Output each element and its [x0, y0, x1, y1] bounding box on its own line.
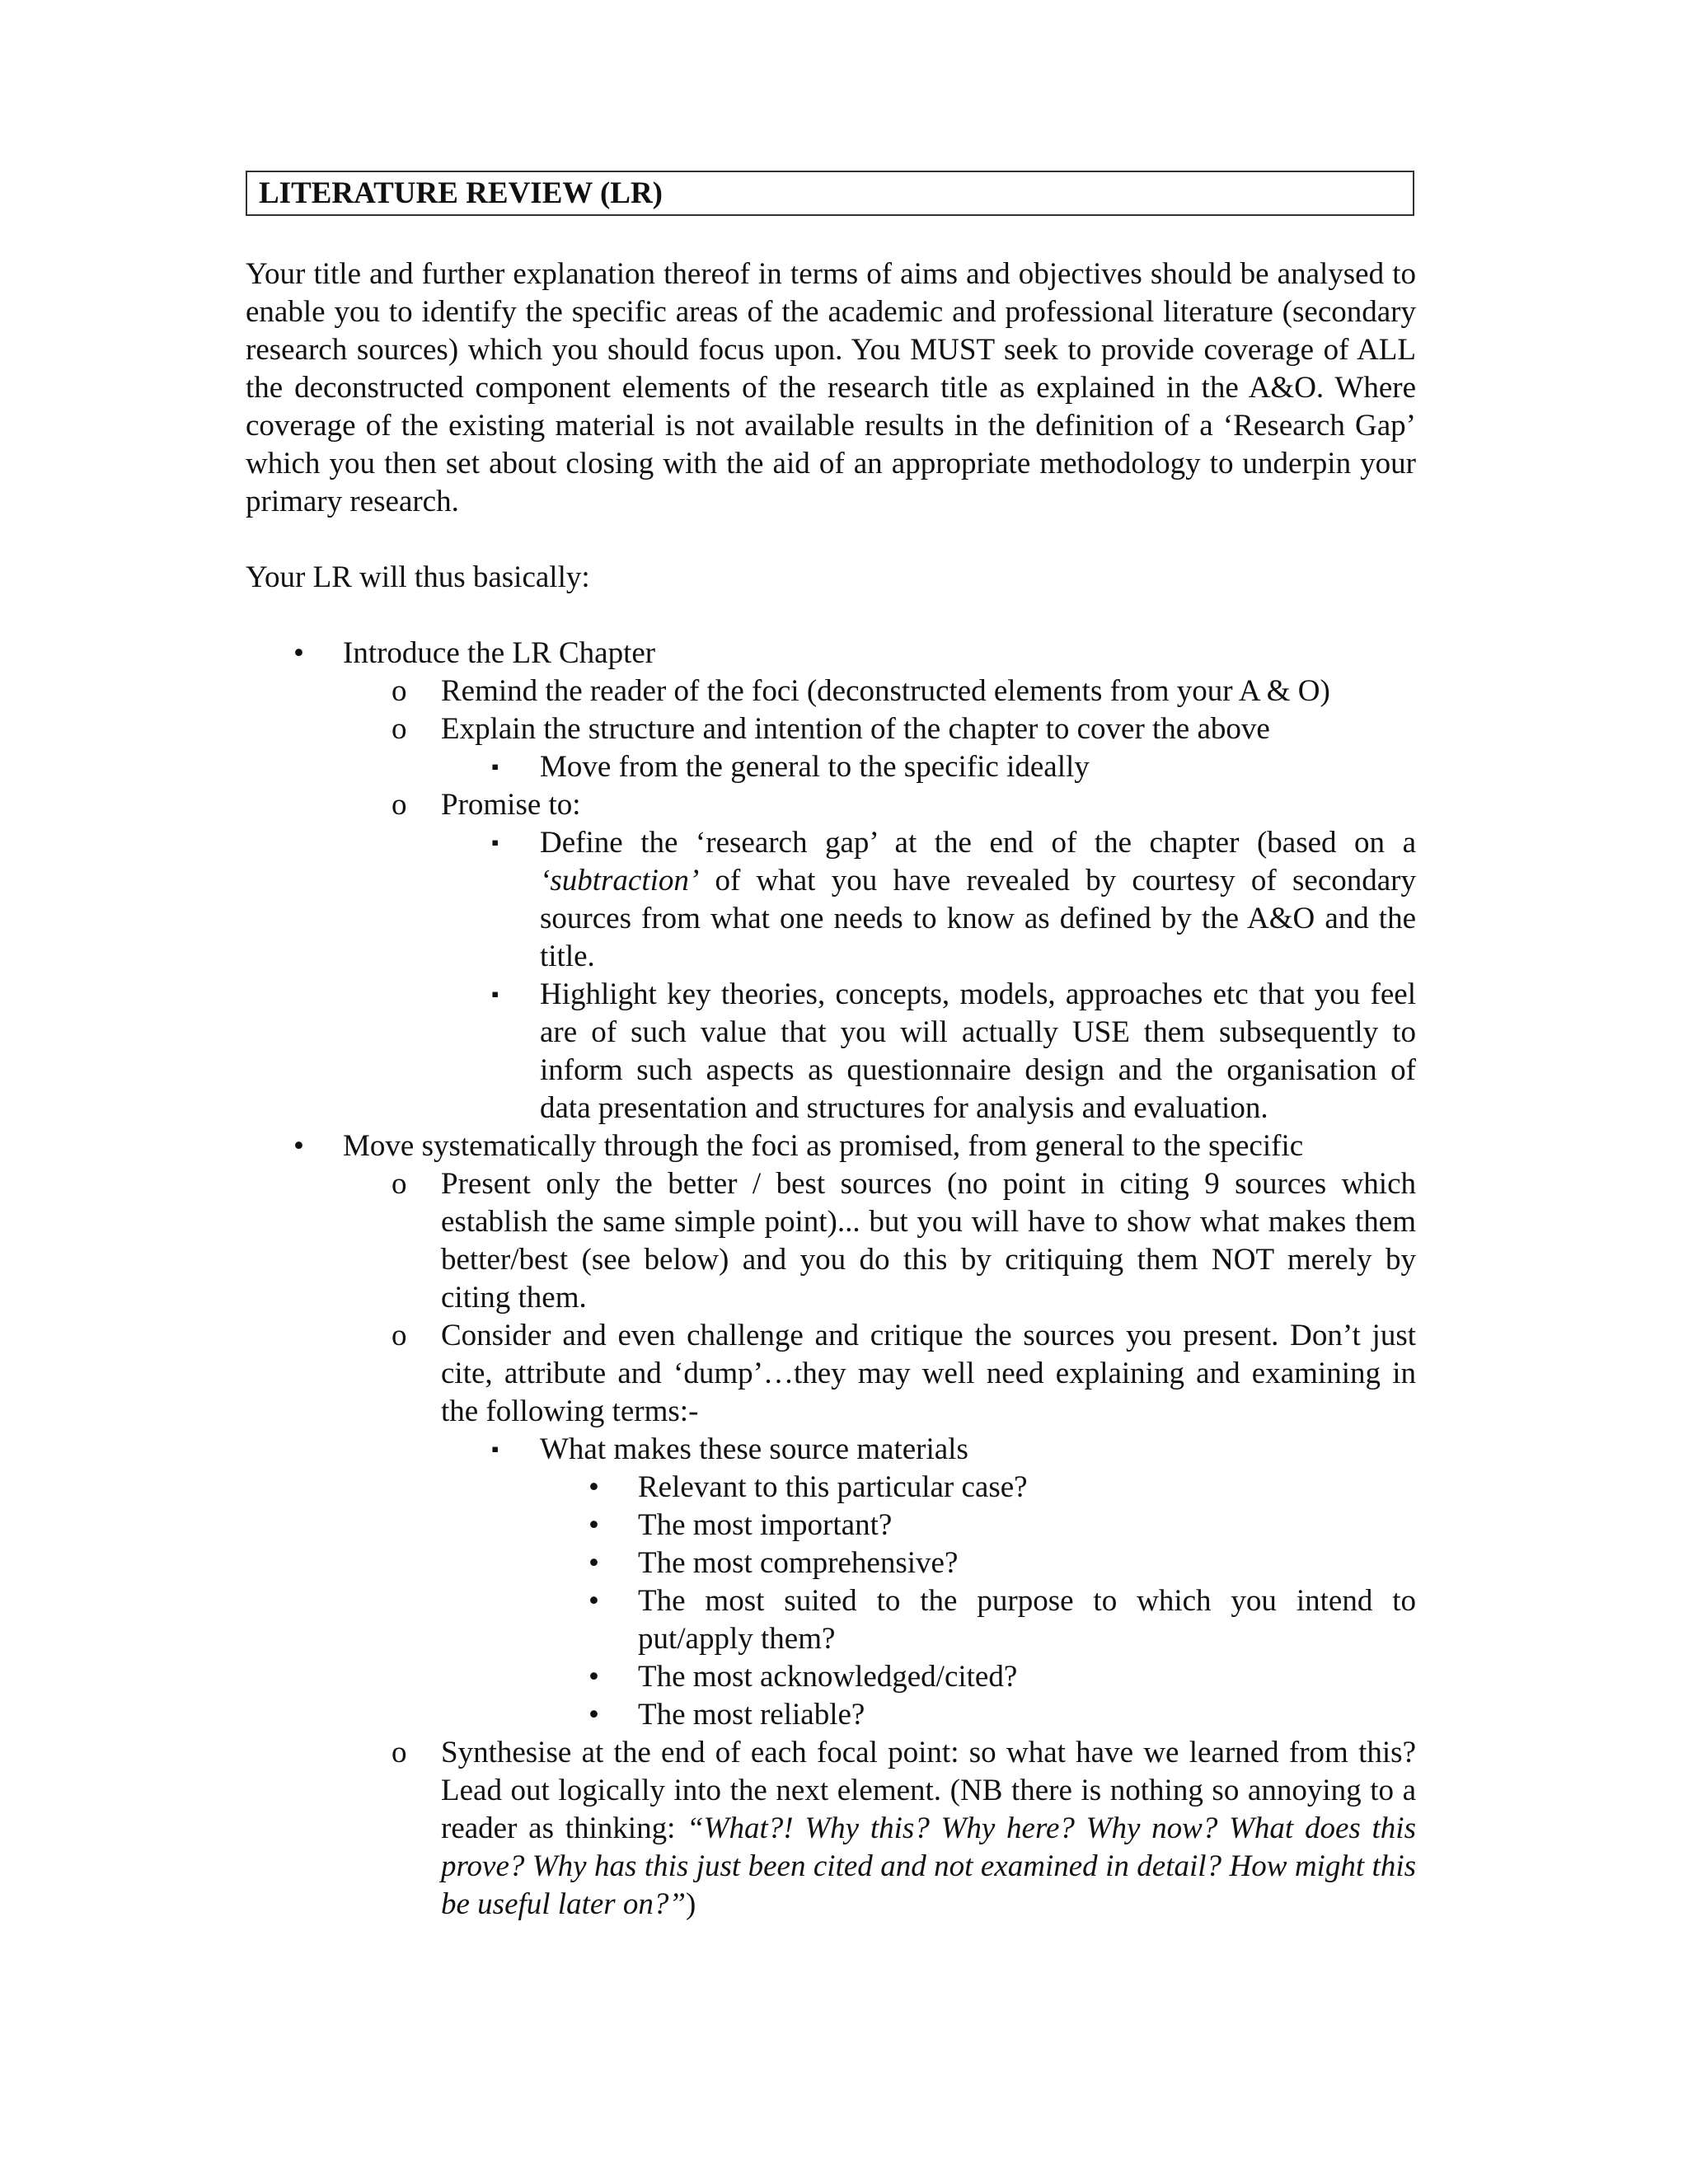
list-item-text: Present only the better / best sources (no point in citing 9 sources which establish the same simple point)... but you will have to show what makes them better/best (see below) and you do this by critiquing them NOT merely by citing them. — [441, 1167, 1416, 1315]
list-item-promise — [246, 786, 1416, 824]
bullet-marker: • — [588, 1508, 599, 1542]
list-item-synthesise — [246, 1734, 1416, 1924]
list-item-text: Move from the general to the specific ideally — [540, 750, 1090, 784]
list-item-text: Highlight key theories, concepts, models, approaches etc that you feel are of such value that you will actually USE them subsequently to inform such aspects as questionnaire design and the organisation of data presentation and structures for analysis and evaluation. — [540, 977, 1416, 1125]
circle-marker: o — [392, 712, 407, 746]
list-item-criterion — [246, 1658, 1416, 1696]
circle-marker: o — [392, 1167, 407, 1201]
list-item-text: The most suited to the purpose to which you intend to put/apply them? — [638, 1584, 1416, 1656]
square-marker: ▪ — [491, 982, 499, 1006]
document-body — [246, 255, 1416, 1924]
square-marker: ▪ — [491, 755, 499, 779]
list-item-text: The most important? — [638, 1508, 893, 1542]
list-item-present — [246, 1165, 1416, 1317]
list-item-text: Relevant to this particular case? — [638, 1470, 1028, 1504]
list-item-text: Explain the structure and intention of the chapter to cover the above — [441, 712, 1270, 746]
list-item-italic-text: ‘subtraction’ — [540, 864, 700, 898]
list-item-text-part: ) — [686, 1887, 696, 1921]
bullet-marker: • — [293, 1129, 304, 1163]
list-item-criterion — [246, 1469, 1416, 1507]
circle-marker: o — [392, 1319, 407, 1352]
square-marker: ▪ — [491, 1437, 499, 1461]
list-item-text: Promise to: — [441, 788, 581, 822]
list-item-criterion — [246, 1696, 1416, 1734]
list-item-criterion — [246, 1507, 1416, 1544]
list-item-introduce — [246, 635, 1416, 673]
square-marker: ▪ — [491, 831, 499, 855]
list-item-remind — [246, 673, 1416, 710]
list-item-explain — [246, 710, 1416, 748]
list-item-criterion — [246, 1544, 1416, 1582]
bullet-marker: • — [588, 1584, 599, 1618]
list-item-text: Introduce the LR Chapter — [343, 636, 656, 670]
list-item-define-gap — [246, 824, 1416, 976]
bullet-marker: • — [588, 1546, 599, 1580]
list-item-text: Move systematically through the foci as promised, from general to the specific — [343, 1129, 1304, 1163]
list-item-text-part: Synthesise at the end of each focal point: so what have we learned from this? Lead out logically into the next element. (NB there is nothing so annoying to a reader as thinking: — [441, 1736, 1416, 1845]
list-item-move-general — [246, 748, 1416, 786]
list-item-text-part: Define the ‘research gap’ at the end of the chapter (based on a — [540, 826, 1416, 860]
bullet-marker: • — [293, 636, 304, 670]
list-item-criterion — [246, 1582, 1416, 1658]
list-item-what-makes — [246, 1431, 1416, 1469]
list-item-move-systematically — [246, 1127, 1416, 1165]
list-item-italic-text: “What?! Why this? Why here? Why now? What does this prove? Why has this just been cited and not examined in detail? How might this be useful later on?” — [441, 1811, 1416, 1921]
list-item-text: Remind the reader of the foci (deconstructed elements from your A & O) — [441, 674, 1330, 708]
circle-marker: o — [392, 788, 407, 822]
intro-paragraph: Your title and further explanation thereof in terms of aims and objectives should be analysed to enable you to identify the specific areas of the academic and professional literature (secondary research sources) which you should focus upon. You MUST seek to provide coverage of ALL the deconstructed component elements of the research title as explained in the A&O. Where coverage of the existing material is not available results in the definition of a ‘Research Gap’ which you then set about closing with the aid of an appropriate methodology to underpin your primary research. — [246, 257, 1416, 518]
circle-marker: o — [392, 674, 407, 708]
list-item-text-part: of what you have revealed by courtesy of secondary sources from what one needs to know as defined by the A&O and the title. — [540, 864, 1416, 973]
list-item-text: The most acknowledged/cited? — [638, 1660, 1018, 1694]
lead-in-text: Your LR will thus basically: — [246, 560, 590, 594]
list-item-consider — [246, 1317, 1416, 1431]
bullet-marker: • — [588, 1470, 599, 1504]
circle-marker: o — [392, 1736, 407, 1769]
list-item-text: What makes these source materials — [540, 1432, 968, 1466]
bullet-marker: • — [588, 1698, 599, 1732]
list-item-text: Consider and even challenge and critique the sources you present. Don’t just cite, attribute and ‘dump’…they may well need explaining and examining in the following terms:- — [441, 1319, 1416, 1428]
list-item-highlight — [246, 976, 1416, 1127]
list-item-text: The most reliable? — [638, 1698, 865, 1732]
bullet-marker: • — [588, 1660, 599, 1694]
section-title: LITERATURE REVIEW (LR) — [246, 171, 1414, 216]
list-item-text: The most comprehensive? — [638, 1546, 959, 1580]
